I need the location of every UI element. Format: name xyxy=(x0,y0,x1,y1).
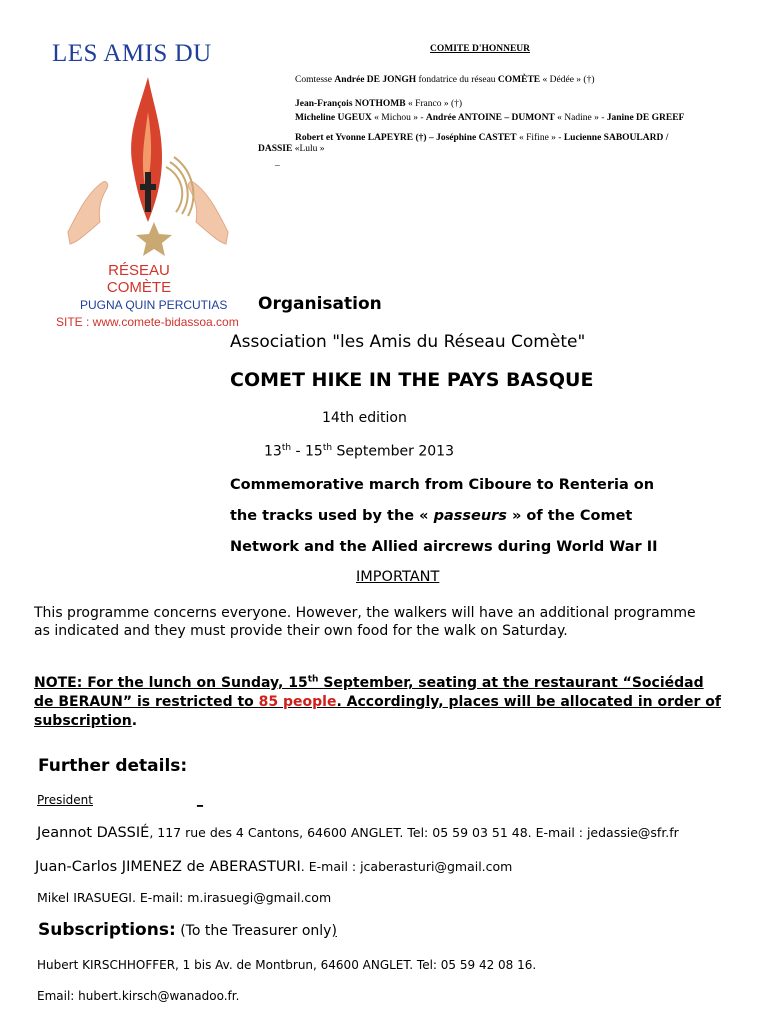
logo-title: LES AMIS DU xyxy=(52,40,212,67)
contact-mikel: Mikel IRASUEGI. E-mail: m.irasuegi@gmail.com xyxy=(37,890,332,905)
subscriptions-note: (To the Treasurer only xyxy=(175,923,332,939)
honneur-l4-b: « Fifine » - xyxy=(516,133,564,143)
jimenez-rest: . E-mail : jcaberasturi@gmail.com xyxy=(300,859,513,874)
intro-line-2 xyxy=(230,508,632,524)
date-end-sup: th xyxy=(322,443,333,453)
lunch-note xyxy=(34,670,724,731)
honneur-l2-name: Jean-François NOTHOMB xyxy=(295,99,406,109)
honneur-line-3 xyxy=(295,111,684,125)
honneur-l3-e: Janine DE GREEF xyxy=(606,113,685,123)
note-sup: th xyxy=(307,674,319,684)
honneur-l2-end: « Franco » (†) xyxy=(405,99,463,109)
honneur-l1-name: Andrée DE JONGH xyxy=(334,75,417,85)
honneur-l3-a: Micheline UGEUX xyxy=(295,113,372,123)
edition-label: 14th edition xyxy=(322,410,407,426)
honneur-line-5 xyxy=(258,142,325,156)
programme-paragraph: This programme concerns everyone. However, the walkers will have an additional programme as indicated and they must provide their own food for the walk on Saturday. xyxy=(34,605,696,639)
association-name: Association "les Amis du Réseau Comète" xyxy=(230,332,586,352)
honneur-l4-a: Robert et Yvonne LAPEYRE (†) – Joséphine CASTET xyxy=(295,133,517,143)
honneur-l1-net: COMÈTE xyxy=(497,75,541,85)
treasurer-email: Email: hubert.kirsch@wanadoo.fr. xyxy=(37,989,240,1003)
intro-l2-pre: the tracks used by the « xyxy=(230,508,434,524)
honneur-heading: COMITE D'HONNEUR xyxy=(430,44,531,54)
logo-site: SITE : www.comete-bidassoa.com xyxy=(56,315,239,329)
honneur-line-6: _ xyxy=(275,158,280,168)
honneur-l3-d: « Nadine » - xyxy=(554,113,607,123)
date-sep: - 15 xyxy=(291,443,323,460)
further-details-heading: Further details: xyxy=(38,756,188,776)
comete-emblem-logo xyxy=(58,72,238,272)
dassie-rest: , 117 rue des 4 Cantons, 64600 ANGLET. Tel: 05 59 03 51 48. E-mail : jedassie@sfr.fr xyxy=(149,825,679,840)
contact-dassie xyxy=(37,822,679,841)
note-a: NOTE: For the lunch on Sunday, 15 xyxy=(34,674,308,691)
honneur-l1-pre: Comtesse xyxy=(295,75,335,85)
date-start-sup: th xyxy=(281,443,292,453)
intro-l2-post: » of the Comet xyxy=(506,508,633,524)
treasurer-address: Hubert KIRSCHHOFFER, 1 bis Av. de Montbrun, 64600 ANGLET. Tel: 05 59 42 08 16. xyxy=(37,958,537,972)
logo-motto: PUGNA QUIN PERCUTIAS xyxy=(80,298,228,312)
president-label: President xyxy=(37,793,93,807)
honneur-line-1 xyxy=(295,73,595,87)
event-dates xyxy=(264,443,454,460)
honneur-l4-c: Lucienne SABOULARD / xyxy=(563,133,669,143)
honneur-line-2 xyxy=(295,97,462,111)
logo-name-line1: RÉSEAU xyxy=(108,262,170,279)
logo-network-name xyxy=(84,262,194,296)
intro-line-3: Network and the Allied aircrews during World War II xyxy=(230,539,658,555)
important-heading: IMPORTANT xyxy=(356,569,440,585)
president-tail: _ xyxy=(196,793,203,807)
contact-jimenez xyxy=(35,856,512,875)
note-red: 85 people xyxy=(258,693,337,710)
note-c: . Accordingly, places will be allocated in order of subscription xyxy=(34,693,721,729)
honneur-l3-c: Andrée ANTOINE – DUMONT xyxy=(425,113,555,123)
intro-line-1: Commemorative march from Ciboure to Renteria on xyxy=(230,477,655,493)
honneur-l5-b: «Lulu » xyxy=(292,144,325,154)
subscriptions-note-close: ) xyxy=(331,923,337,939)
logo-name-line2: COMÈTE xyxy=(106,279,172,296)
honneur-l5-a: DASSIE xyxy=(258,144,293,154)
organisation-label: Organisation xyxy=(258,294,382,314)
date-end: September 2013 xyxy=(332,443,454,460)
president-label-row xyxy=(37,793,203,807)
page-title: COMET HIKE IN THE PAYS BASQUE xyxy=(230,369,594,391)
dassie-name: Jeannot DASSIÉ xyxy=(37,825,150,841)
honneur-l1-end: « Dédée » (†) xyxy=(540,75,595,85)
note-b: September, seating at the restaurant “Sociédad de BERAUN” is restricted to xyxy=(34,674,704,710)
honneur-l3-b: « Michou » - xyxy=(371,113,426,123)
honneur-line-4 xyxy=(295,131,668,145)
subscriptions-heading: Subscriptions: xyxy=(38,920,176,940)
jimenez-name: Juan-Carlos JIMENEZ de ABERASTURI xyxy=(35,859,301,875)
note-d: . xyxy=(131,712,138,729)
subscriptions-heading-row xyxy=(38,920,337,940)
honneur-l1-mid: fondatrice du réseau xyxy=(416,75,498,85)
intro-l2-em: passeurs xyxy=(433,508,507,524)
date-start: 13 xyxy=(264,443,282,460)
